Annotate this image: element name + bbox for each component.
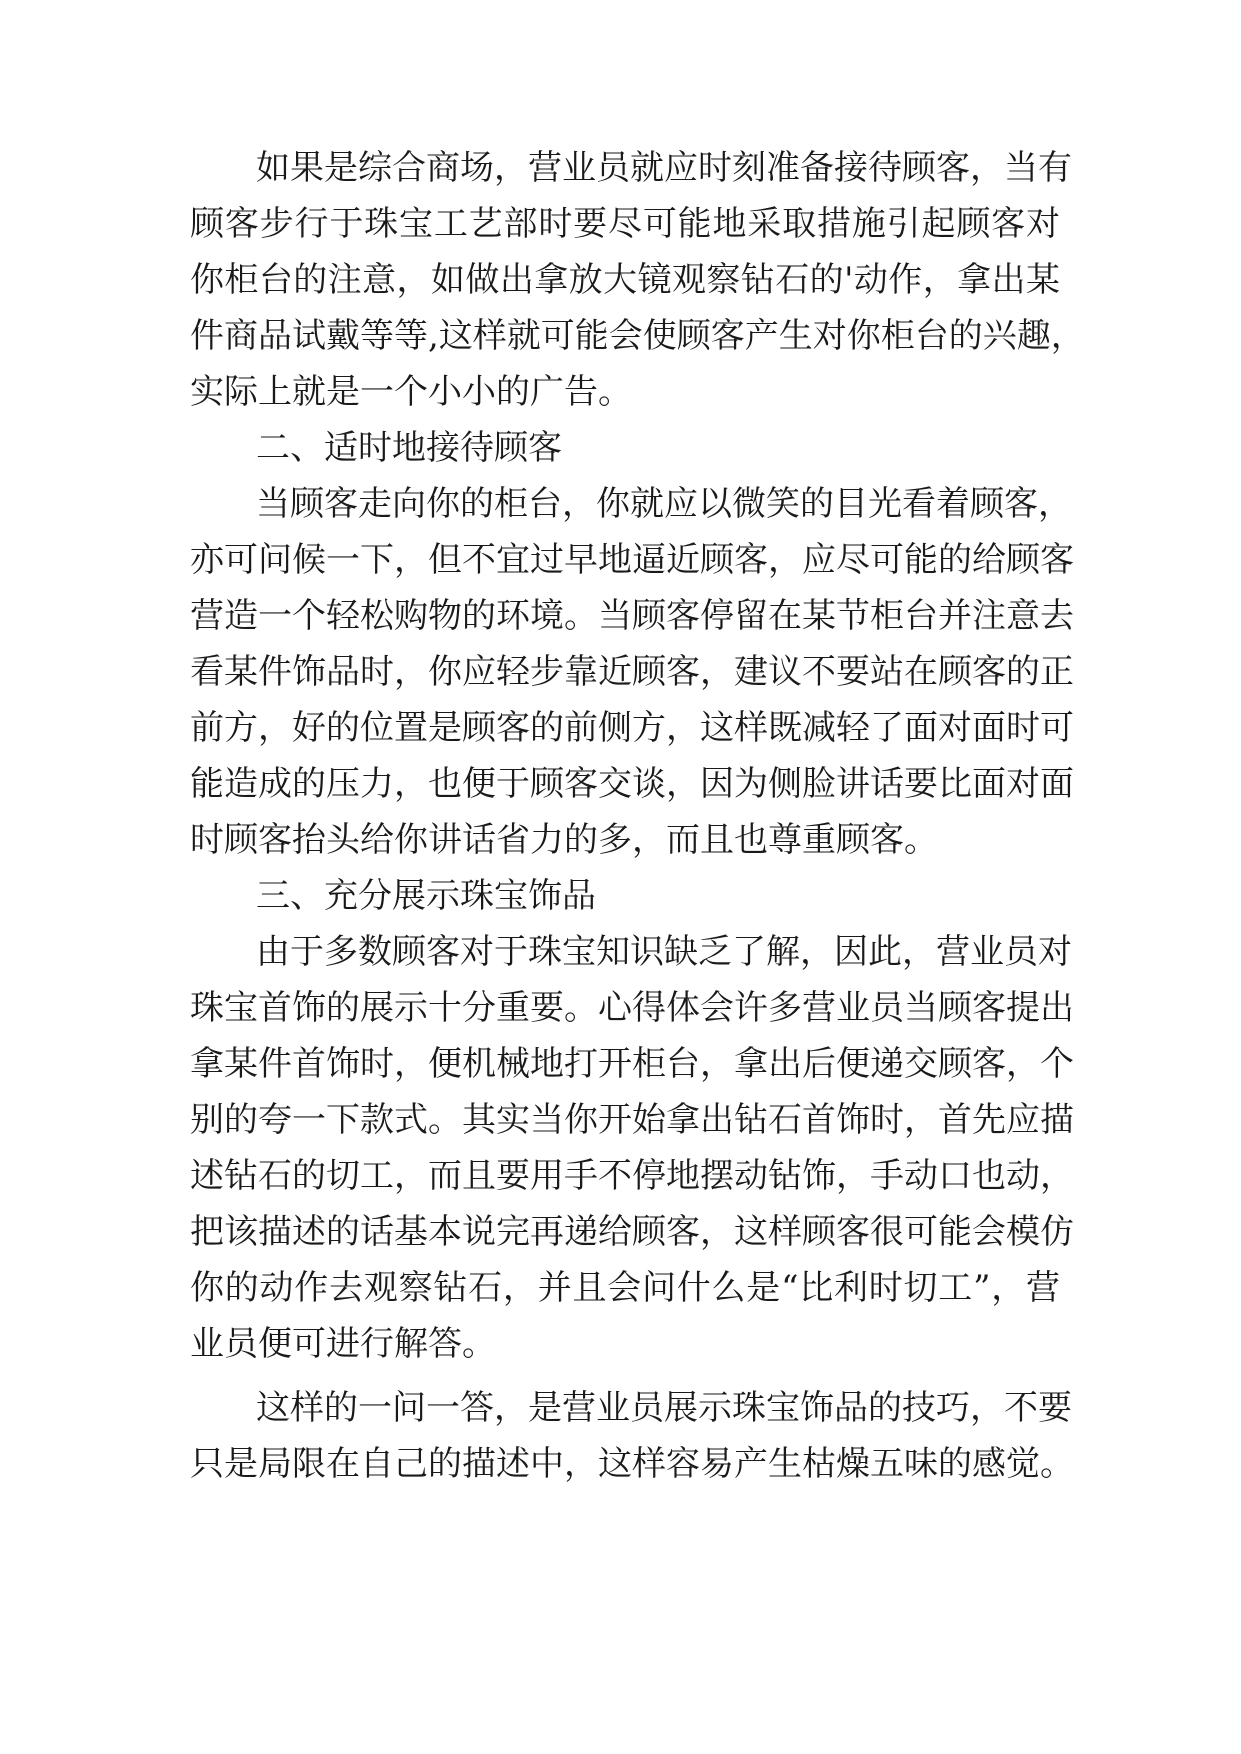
paragraph-3-line-4: 别的夸一下款式。其实当你开始拿出钻石首饰时，首先应描 bbox=[190, 1100, 1074, 1140]
paragraph-1-line-2: 顾客步行于珠宝工艺部时要尽可能地采取措施引起顾客对 bbox=[190, 204, 1060, 244]
paragraph-2-line-7: 时顾客抬头给你讲话省力的多，而且也尊重顾客。 bbox=[190, 820, 938, 860]
paragraph-3-line-2: 珠宝首饰的展示十分重要。心得体会许多营业员当顾客提出 bbox=[190, 988, 1074, 1028]
paragraph-1-line-5: 实际上就是一个小小的广告。 bbox=[190, 372, 632, 412]
paragraph-3-line-8: 业员便可进行解答。 bbox=[190, 1324, 496, 1364]
section-heading-2: 二、适时地接待顾客 bbox=[256, 428, 562, 468]
paragraph-2-line-4: 看某件饰品时，你应轻步靠近顾客，建议不要站在顾客的正 bbox=[190, 652, 1074, 692]
paragraph-1-line-3: 你柜台的注意，如做出拿放大镜观察钻石的'动作，拿出某 bbox=[190, 260, 1060, 300]
paragraph-2-line-1: 当顾客走向你的柜台，你就应以微笑的目光看着顾客， bbox=[256, 484, 1072, 524]
paragraph-3-line-5: 述钻石的切工，而且要用手不停地摆动钻饰，手动口也动， bbox=[190, 1156, 1074, 1196]
paragraph-1-line-1: 如果是综合商场，营业员就应时刻准备接待顾客，当有 bbox=[256, 148, 1072, 188]
paragraph-1-line-4: 件商品试戴等等,这样就可能会使顾客产生对你柜台的兴趣， bbox=[190, 316, 1085, 356]
paragraph-3-line-1: 由于多数顾客对于珠宝知识缺乏了解，因此，营业员对 bbox=[256, 932, 1072, 972]
paragraph-2-line-6: 能造成的压力，也便于顾客交谈，因为侧脸讲话要比面对面 bbox=[190, 764, 1074, 804]
paragraph-3-line-7: 你的动作去观察钻石，并且会问什么是“比利时切工”，营 bbox=[190, 1268, 1060, 1308]
paragraph-3-line-3: 拿某件首饰时，便机械地打开柜台，拿出后便递交顾客，个 bbox=[190, 1044, 1074, 1084]
section-heading-3: 三、充分展示珠宝饰品 bbox=[256, 876, 596, 916]
paragraph-4-line-1: 这样的一问一答，是营业员展示珠宝饰品的技巧，不要 bbox=[256, 1388, 1072, 1428]
paragraph-2-line-5: 前方，好的位置是顾客的前侧方，这样既减轻了面对面时可 bbox=[190, 708, 1074, 748]
paragraph-3-line-6: 把该描述的话基本说完再递给顾客，这样顾客很可能会模仿 bbox=[190, 1212, 1074, 1252]
paragraph-2-line-3: 营造一个轻松购物的环境。当顾客停留在某节柜台并注意去 bbox=[190, 596, 1074, 636]
paragraph-4-line-2: 只是局限在自己的描述中，这样容易产生枯燥五味的感觉。 bbox=[190, 1444, 1074, 1484]
paragraph-2-line-2: 亦可问候一下，但不宜过早地逼近顾客，应尽可能的给顾客 bbox=[190, 540, 1074, 580]
